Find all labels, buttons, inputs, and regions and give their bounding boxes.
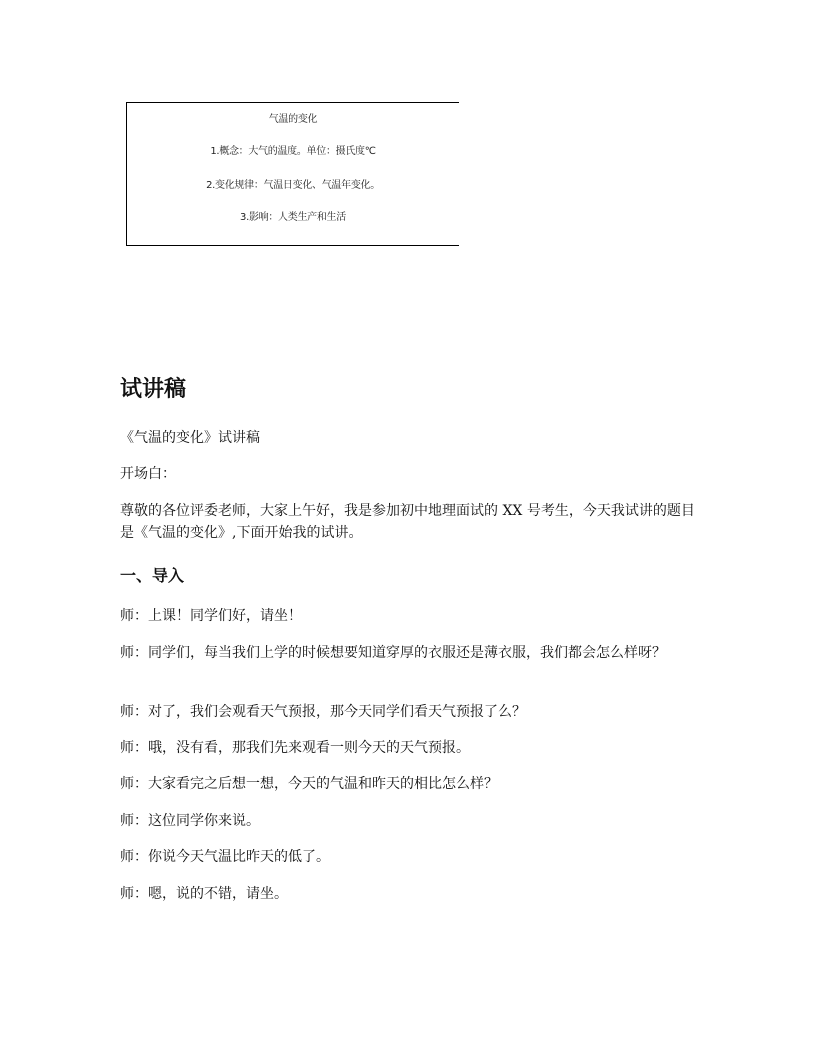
board-title: 气温的变化	[268, 114, 318, 125]
board-point-2: 2.变化规律：气温日变化、气温年变化。	[206, 180, 380, 191]
dialogue-line: 师：对了，我们会观看天气预报，那今天同学们看天气预报了么？	[120, 704, 526, 720]
dialogue-line: 师：你说今天气温比昨天的低了。	[120, 849, 330, 865]
blackboard-design-image	[126, 102, 459, 246]
dialogue-line: 师：大家看完之后想一想，今天的气温和昨天的相比怎么样？	[120, 776, 498, 792]
section-heading-intro: 一、导入	[120, 566, 185, 585]
opening-paragraph: 尊敬的各位评委老师，大家上午好，我是参加初中地理面试的 XX 号考生，今天我试讲的题目是《气温的变化》,下面开始我的试讲。	[120, 503, 695, 541]
dialogue-line: 师：同学们，每当我们上学的时候想要知道穿厚的衣服还是薄衣服，我们都会怎么样呀？	[120, 645, 666, 661]
board-point-1: 1.概念：大气的温度。单位：摄氏度℃	[210, 146, 376, 157]
opening-label: 开场白：	[120, 466, 176, 482]
dialogue-line: 师：上课！同学们好，请坐！	[120, 608, 302, 624]
dialogue-line: 师：嗯，说的不错，请坐。	[120, 886, 288, 902]
section-heading-script: 试讲稿	[120, 377, 187, 402]
script-title: 《气温的变化》试讲稿	[120, 430, 260, 446]
board-point-3: 3.影响：人类生产和生活	[240, 212, 346, 223]
dialogue-line: 师：这位同学你来说。	[120, 813, 260, 829]
dialogue-line: 师：哦，没有看，那我们先来观看一则今天的天气预报。	[120, 740, 470, 756]
